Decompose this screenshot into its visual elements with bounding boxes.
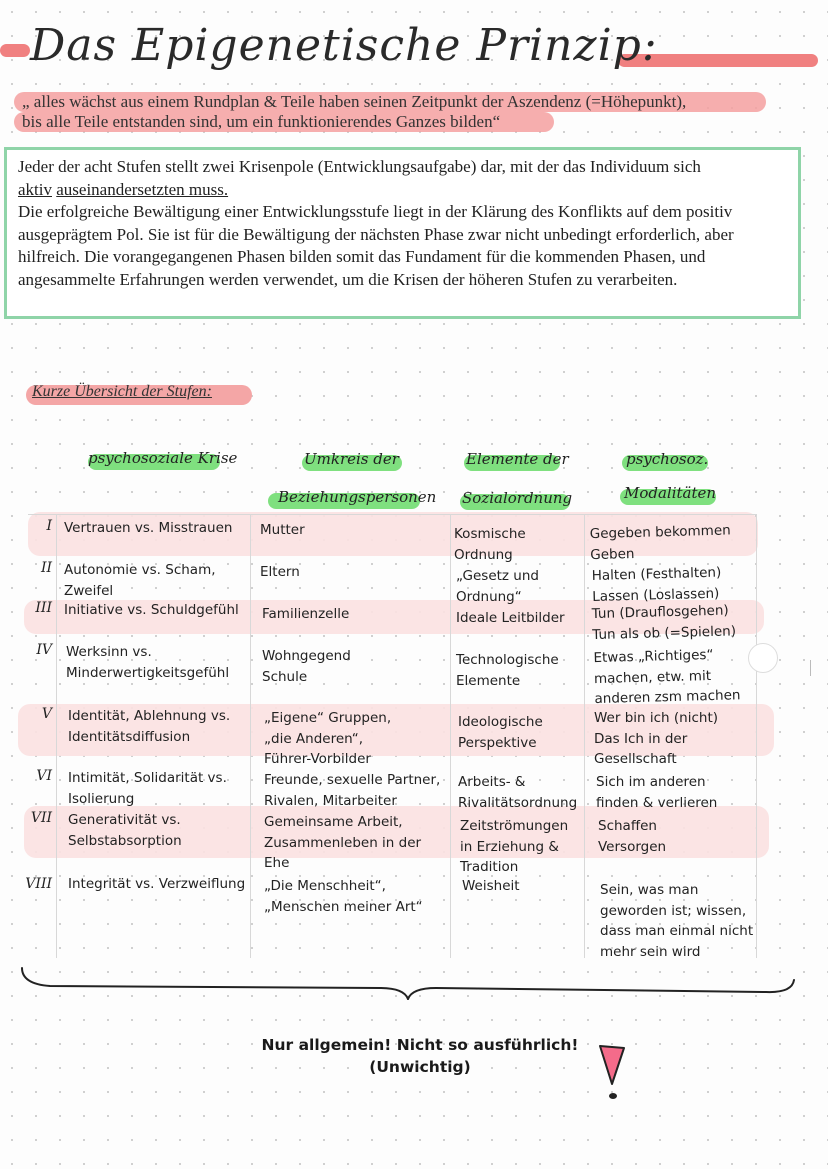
header-umkreis-a: Umkreis der <box>304 450 399 468</box>
cell-krise: Autonomie vs. Scham, Zweifel <box>64 562 216 599</box>
row-number: IV <box>36 642 52 658</box>
note-line-1: Nur allgemein! Nicht so ausführlich! <box>261 1036 579 1054</box>
cell-modal: Schaffen Versorgen <box>598 818 667 855</box>
info-p1-underline-1: aktiv <box>18 179 52 199</box>
cell-krise: Werksinn vs. Minderwertigkeitsgefühl <box>66 644 230 681</box>
row-number: V <box>41 706 52 722</box>
row-number: II <box>40 560 52 576</box>
grid-line <box>56 514 57 958</box>
quote-line-2: bis alle Teile entstanden sind, um ein funktionierendes Ganzes bilden“ <box>22 112 501 131</box>
header-elemente-b: Sozialordnung <box>462 489 573 507</box>
cell-element: „Gesetz und Ordnung“ <box>456 568 539 605</box>
header-modal-a: psychosoz. <box>626 450 709 468</box>
grid-line <box>450 514 451 958</box>
cell-element: Ideologische Perspektive <box>458 714 543 751</box>
cell-umkreis: „Eigene“ Gruppen, „die Anderen“, Führer-Vorbilder <box>264 710 392 767</box>
grid-line <box>584 514 585 958</box>
cell-element: Technologische Elemente <box>456 652 559 689</box>
row-number: VII <box>30 810 52 826</box>
row-number: VIII <box>25 876 52 892</box>
cell-element: Ideale Leitbilder <box>456 610 565 626</box>
cell-umkreis: Eltern <box>260 564 300 580</box>
cell-krise: Intimität, Solidarität vs. Isolierung <box>68 770 227 807</box>
header-umkreis-b: Beziehungspersonen <box>278 488 437 506</box>
cell-modal: Halten (Festhalten) Lassen (Loslassen) <box>591 564 722 605</box>
page-title: Das Epigenetische Prinzip: <box>30 20 658 71</box>
exclamation-icon <box>594 1040 630 1108</box>
page-curl <box>748 643 778 673</box>
cell-element: Weisheit <box>462 878 520 894</box>
cell-umkreis: Freunde, sexuelle Partner, Rivalen, Mitarbeiter <box>264 772 441 809</box>
cell-krise: Initiative vs. Schuldgefühl <box>64 602 239 618</box>
cell-krise: Vertrauen vs. Misstrauen <box>64 520 233 536</box>
info-p1-start: Jeder der acht Stufen stellt zwei Krisenpole (Entwicklungsaufgabe) dar, mit der das Individuum sich <box>18 157 701 176</box>
cell-element: Kosmische Ordnung <box>454 526 526 563</box>
grid-line <box>28 514 756 515</box>
row-number: I <box>46 518 52 534</box>
cell-krise: Integrität vs. Verzweiflung <box>68 876 246 892</box>
info-p1-underline-2: auseinandersetzten muss. <box>56 179 229 199</box>
note-line-2: (Unwichtig) <box>369 1058 471 1076</box>
cell-modal: Sein, was man geworden ist; wissen, dass man einmal nicht mehr sein wird <box>600 882 754 960</box>
cell-modal: Etwas „Richtiges“ machen, etw. mit anderen zsm machen <box>593 646 741 708</box>
cell-umkreis: Gemeinsame Arbeit, Zusammenleben in der Ehe <box>264 814 422 871</box>
margin-mark <box>810 660 811 676</box>
cell-umkreis: Mutter <box>260 522 305 538</box>
cell-umkreis: Familienzelle <box>262 606 350 622</box>
cell-krise: Identität, Ablehnung vs. Identitätsdiffusion <box>68 708 231 745</box>
cell-krise: Generativität vs. Selbstabsorption <box>68 812 182 849</box>
cell-element: Arbeits- & Rivalitätsordnung <box>458 774 578 811</box>
title-decoration-left <box>0 44 30 57</box>
header-psychosoziale-krise: psychosoziale Krise <box>88 449 238 467</box>
info-p2: Die erfolgreiche Bewältigung einer Entwicklungsstufe liegt in der Klärung des Konflikts auf dem positiv ausgeprägtem Pol. Sie ist für die Bewältigung der nächsten Phase zwar nicht unbedingt erforderlich, aber hilfreich. Die vorangegangenen Phasen bilden somit das Fundament für die kommenden Phasen, und angesammelte Erfahrungen werden verwendet, um die Krisen der höheren Stufen zu verarbeiten. <box>18 202 734 289</box>
cell-modal: Wer bin ich (nicht) Das Ich in der Gesellschaft <box>594 710 719 767</box>
quote-line-1: „ alles wächst aus einem Rundplan & Teile haben seinen Zeitpunkt der Aszendenz (=Höhepunkt), <box>22 92 687 111</box>
curly-bracket <box>20 966 796 1000</box>
row-number: III <box>35 600 52 616</box>
section-heading: Kurze Übersicht der Stufen: <box>32 383 212 400</box>
cell-modal: Tun (Drauflosgehen) Tun als ob (=Spielen) <box>591 602 737 643</box>
header-modal-b: Modalitäten <box>624 484 717 502</box>
cell-umkreis: Wohngegend Schule <box>262 648 351 685</box>
cell-umkreis: „Die Menschheit“, „Menschen meiner Art“ <box>264 878 423 915</box>
info-text <box>18 156 788 291</box>
cell-modal: Sich im anderen finden & verlieren <box>596 774 718 811</box>
note <box>200 1034 640 1078</box>
header-elemente-a: Elemente der <box>466 450 569 468</box>
cell-element: Zeitströmungen in Erziehung & Tradition <box>460 818 569 875</box>
row-number: VI <box>36 768 52 784</box>
cell-modal: Gegeben bekommen Geben <box>589 522 731 563</box>
